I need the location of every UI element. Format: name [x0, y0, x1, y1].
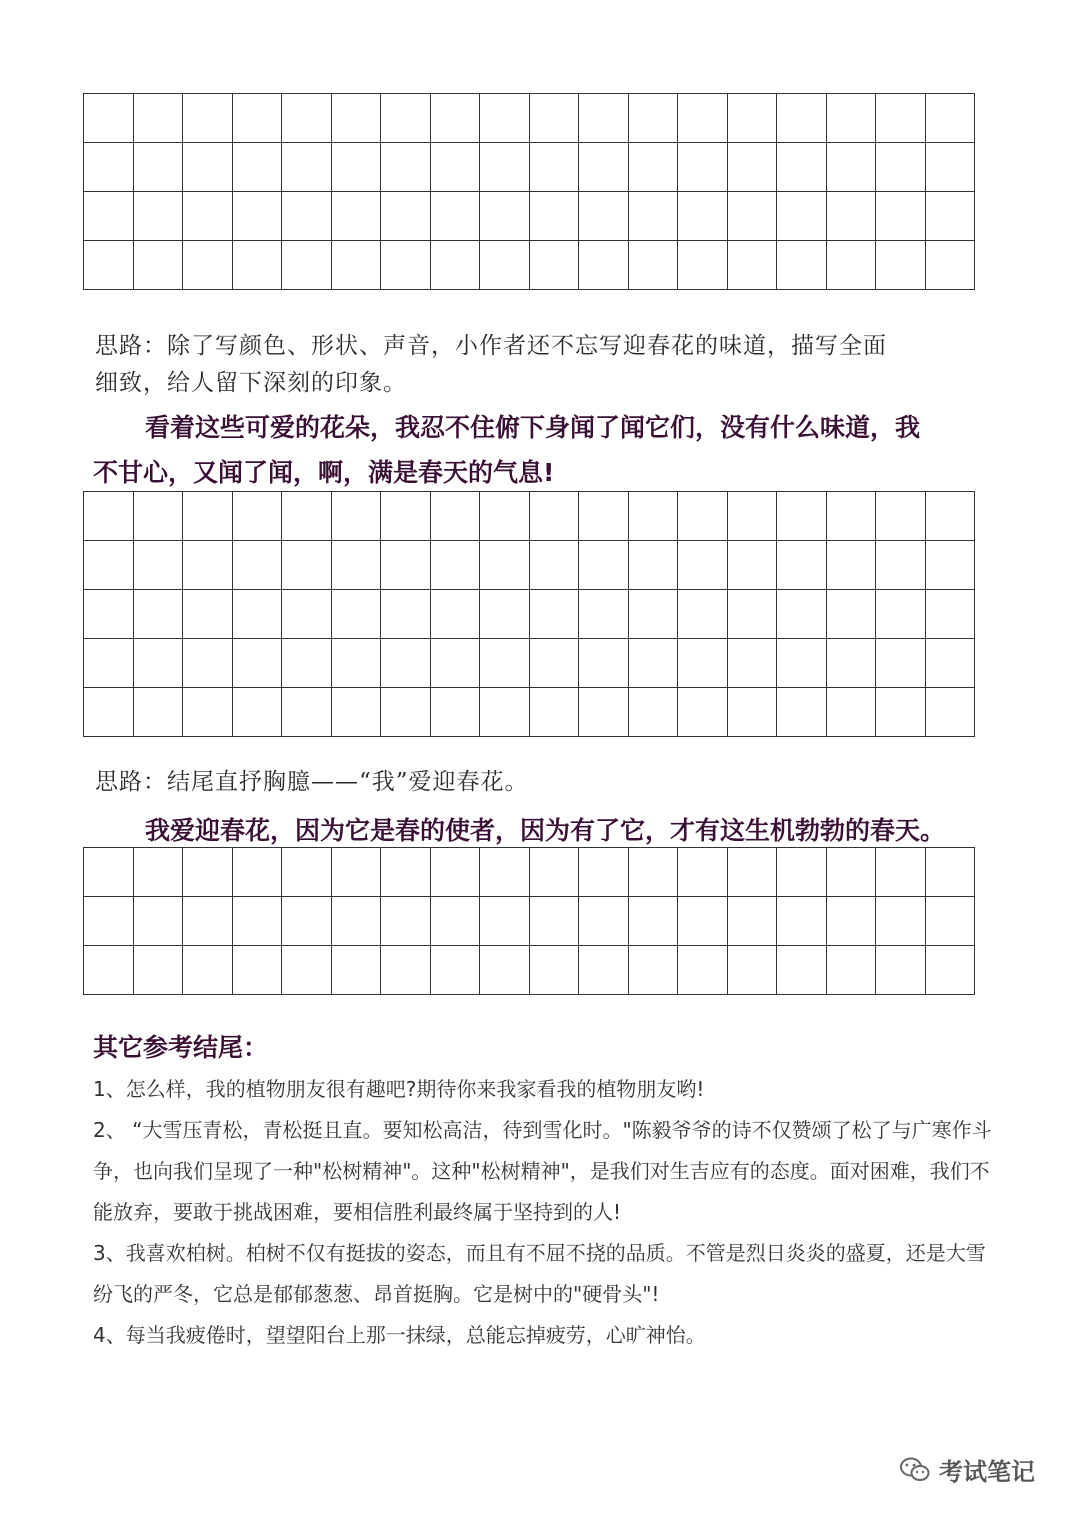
grid-cell [678, 541, 728, 590]
grid-cell [332, 897, 382, 946]
grid-cell [629, 590, 679, 639]
grid-cell [183, 541, 233, 590]
reference-item: 2、 “大雪压青松，青松挺且直。要知松高洁，待到雪化时。"陈毅爷爷的诗不仅赞颂了松了与广寒作斗争，也向我们呈现了一种"松树精神"。这种"松树精神"，是我们对生吉应有的态度。面对困难，我们不能放弃，要敢于挑战困难，要相信胜利最终属于坚持到的人! [93, 1118, 992, 1224]
watermark [899, 1452, 1035, 1487]
grid-cell [134, 541, 184, 590]
model-line: 我爱迎春花，因为它是春的使者，因为有了它，才有这生机勃勃的春天。 [145, 816, 946, 845]
grid-cell [84, 639, 134, 688]
grid-cell [282, 192, 332, 241]
grid-cell [629, 492, 679, 541]
grid-cell [332, 688, 382, 737]
grid-cell [332, 492, 382, 541]
grid-cell [134, 143, 184, 192]
grid-cell [233, 639, 283, 688]
grid-cell [431, 897, 481, 946]
grid-cell [926, 639, 976, 688]
grid-cell [827, 688, 877, 737]
grid-cell [530, 192, 580, 241]
grid-cell [777, 590, 827, 639]
grid-cell [678, 897, 728, 946]
grid-cell [579, 590, 629, 639]
grid-cell [530, 590, 580, 639]
grid-cell [480, 688, 530, 737]
grid-cell [827, 639, 877, 688]
grid-cell [332, 639, 382, 688]
reference-list [93, 1069, 998, 1356]
grid-cell [876, 192, 926, 241]
grid-cell [431, 143, 481, 192]
grid-cell [381, 192, 431, 241]
hint-line: 思路：除了写颜色、形状、声音，小作者还不忘写迎春花的味道，描写全面 [95, 333, 887, 359]
grid-cell [629, 143, 679, 192]
grid-cell [134, 590, 184, 639]
hint-line: 思路：结尾直抒胸臆——“我”爱迎春花。 [95, 769, 529, 795]
grid-cell [728, 590, 778, 639]
hint-line: 细致，给人留下深刻的印象。 [95, 370, 407, 396]
grid-cell [183, 241, 233, 290]
grid-cell [282, 897, 332, 946]
grid-cell [728, 897, 778, 946]
grid-cell [183, 590, 233, 639]
grid-cell [876, 946, 926, 995]
grid-cell [381, 688, 431, 737]
grid-cell [728, 946, 778, 995]
reference-title: 其它参考结尾： [93, 1033, 269, 1062]
grid-cell [282, 143, 332, 192]
grid-cell [530, 492, 580, 541]
grid-cell [827, 492, 877, 541]
grid-cell [728, 241, 778, 290]
grid-cell [381, 492, 431, 541]
grid-cell [678, 94, 728, 143]
grid-cell [926, 897, 976, 946]
grid-cell [332, 143, 382, 192]
grid-cell [530, 541, 580, 590]
grid-cell [84, 492, 134, 541]
grid-cell [678, 590, 728, 639]
grid-cell [134, 94, 184, 143]
hint-paragraph-1 [95, 328, 995, 402]
grid-cell [233, 492, 283, 541]
grid-cell [233, 946, 283, 995]
grid-cell [233, 241, 283, 290]
grid-cell [728, 688, 778, 737]
grid-cell [777, 541, 827, 590]
model-line: 看着这些可爱的花朵，我忍不住俯下身闻了闻它们，没有什么味道，我 [145, 413, 921, 442]
grid-cell [233, 94, 283, 143]
grid-cell [827, 192, 877, 241]
grid-cell [183, 143, 233, 192]
model-paragraph-1 [93, 405, 993, 495]
grid-cell [876, 848, 926, 897]
grid-cell [678, 143, 728, 192]
grid-cell [480, 541, 530, 590]
grid-cell [876, 688, 926, 737]
grid-cell [381, 590, 431, 639]
grid-cell [629, 541, 679, 590]
grid-cell [926, 143, 976, 192]
grid-cell [282, 848, 332, 897]
watermark-text: 考试笔记 [939, 1458, 1035, 1486]
grid-cell [827, 590, 877, 639]
grid-cell [827, 94, 877, 143]
grid-cell [282, 541, 332, 590]
grid-cell [134, 639, 184, 688]
grid-cell [777, 946, 827, 995]
grid-cell [777, 639, 827, 688]
grid-cell [183, 688, 233, 737]
grid-cell [480, 143, 530, 192]
grid-cell [678, 192, 728, 241]
grid-cell [926, 492, 976, 541]
grid-cell [777, 492, 827, 541]
grid-cell [777, 241, 827, 290]
grid-cell [134, 241, 184, 290]
grid-cell [134, 492, 184, 541]
grid-cell [530, 241, 580, 290]
grid-cell [579, 848, 629, 897]
grid-cell [233, 541, 283, 590]
grid-cell [84, 143, 134, 192]
grid-cell [678, 848, 728, 897]
grid-cell [480, 94, 530, 143]
grid-cell [431, 946, 481, 995]
grid-cell [183, 492, 233, 541]
grid-cell [728, 639, 778, 688]
grid-cell [431, 492, 481, 541]
grid-cell [233, 688, 283, 737]
grid-cell [84, 848, 134, 897]
wechat-icon [899, 1456, 931, 1484]
grid-cell [629, 688, 679, 737]
grid-cell [431, 848, 481, 897]
grid-cell [480, 897, 530, 946]
grid-cell [827, 143, 877, 192]
grid-cell [629, 192, 679, 241]
grid-cell [134, 848, 184, 897]
grid-cell [728, 94, 778, 143]
grid-cell [777, 688, 827, 737]
grid-cell [876, 590, 926, 639]
grid-cell [183, 94, 233, 143]
grid-cell [332, 590, 382, 639]
grid-cell [431, 241, 481, 290]
grid-cell [579, 143, 629, 192]
grid-cell [381, 946, 431, 995]
grid-cell [134, 192, 184, 241]
grid-cell [381, 143, 431, 192]
grid-cell [926, 590, 976, 639]
grid-cell [233, 590, 283, 639]
grid-cell [777, 143, 827, 192]
grid-cell [827, 241, 877, 290]
grid-cell [876, 143, 926, 192]
grid-cell [777, 94, 827, 143]
grid-cell [332, 541, 382, 590]
grid-cell [629, 897, 679, 946]
grid-cell [629, 241, 679, 290]
grid-cell [926, 848, 976, 897]
grid-cell [134, 688, 184, 737]
grid-cell [84, 541, 134, 590]
grid-cell [579, 241, 629, 290]
grid-cell [728, 492, 778, 541]
grid-cell [579, 541, 629, 590]
grid-cell [777, 897, 827, 946]
grid-cell [381, 241, 431, 290]
grid-cell [579, 492, 629, 541]
grid-cell [678, 639, 728, 688]
grid-cell [480, 639, 530, 688]
grid-cell [530, 143, 580, 192]
grid-cell [876, 897, 926, 946]
grid-cell [480, 492, 530, 541]
grid-cell [728, 848, 778, 897]
writing-grid-1 [83, 93, 975, 290]
grid-cell [926, 241, 976, 290]
grid-cell [629, 639, 679, 688]
grid-cell [777, 192, 827, 241]
grid-cell [579, 192, 629, 241]
grid-cell [579, 897, 629, 946]
grid-cell [579, 688, 629, 737]
grid-cell [530, 94, 580, 143]
grid-cell [926, 946, 976, 995]
grid-cell [332, 946, 382, 995]
grid-cell [579, 946, 629, 995]
grid-cell [678, 946, 728, 995]
grid-cell [876, 639, 926, 688]
grid-cell [84, 897, 134, 946]
grid-cell [381, 94, 431, 143]
grid-cell [84, 590, 134, 639]
grid-cell [84, 241, 134, 290]
grid-cell [926, 192, 976, 241]
grid-cell [183, 946, 233, 995]
grid-cell [134, 946, 184, 995]
grid-cell [233, 143, 283, 192]
grid-cell [678, 241, 728, 290]
grid-cell [480, 192, 530, 241]
grid-cell [282, 688, 332, 737]
grid-cell [183, 192, 233, 241]
grid-cell [480, 241, 530, 290]
grid-cell [827, 848, 877, 897]
grid-cell [480, 848, 530, 897]
grid-cell [332, 94, 382, 143]
grid-cell [282, 946, 332, 995]
grid-cell [530, 639, 580, 688]
reference-item: 1、怎么样，我的植物朋友很有趣吧?期待你来我家看我的植物朋友哟! [93, 1077, 705, 1101]
grid-cell [381, 541, 431, 590]
grid-cell [827, 541, 877, 590]
grid-cell [332, 192, 382, 241]
grid-cell [381, 639, 431, 688]
grid-cell [332, 241, 382, 290]
grid-cell [629, 946, 679, 995]
grid-cell [876, 241, 926, 290]
grid-cell [431, 192, 481, 241]
grid-cell [678, 688, 728, 737]
grid-cell [282, 590, 332, 639]
grid-cell [480, 590, 530, 639]
grid-cell [332, 848, 382, 897]
grid-cell [530, 946, 580, 995]
grid-cell [183, 848, 233, 897]
writing-grid-2 [83, 491, 975, 737]
grid-cell [134, 897, 184, 946]
grid-cell [233, 192, 283, 241]
grid-cell [431, 94, 481, 143]
grid-cell [530, 848, 580, 897]
grid-cell [183, 897, 233, 946]
grid-cell [629, 94, 679, 143]
grid-cell [926, 541, 976, 590]
grid-cell [926, 94, 976, 143]
grid-cell [233, 848, 283, 897]
grid-cell [926, 688, 976, 737]
grid-cell [431, 639, 481, 688]
grid-cell [431, 590, 481, 639]
grid-cell [480, 946, 530, 995]
grid-cell [678, 492, 728, 541]
grid-cell [282, 94, 332, 143]
grid-cell [876, 492, 926, 541]
grid-cell [84, 946, 134, 995]
writing-grid-3 [83, 847, 975, 995]
grid-cell [530, 688, 580, 737]
grid-cell [282, 241, 332, 290]
grid-cell [728, 541, 778, 590]
grid-cell [530, 897, 580, 946]
grid-cell [431, 688, 481, 737]
grid-cell [84, 688, 134, 737]
grid-cell [827, 897, 877, 946]
grid-cell [84, 192, 134, 241]
model-line: 不甘心，又闻了闻，啊，满是春天的气息! [93, 458, 555, 487]
grid-cell [629, 848, 679, 897]
grid-cell [777, 848, 827, 897]
grid-cell [827, 946, 877, 995]
grid-cell [84, 94, 134, 143]
grid-cell [431, 541, 481, 590]
grid-cell [876, 94, 926, 143]
reference-item: 3、我喜欢柏树。柏树不仅有挺拔的姿态，而且有不屈不挠的品质。不管是烈日炎炎的盛夏，还是大雪纷飞的严冬，它总是郁郁葱葱、昂首挺胸。它是树中的"硬骨头"! [93, 1241, 986, 1306]
grid-cell [876, 541, 926, 590]
grid-cell [233, 897, 283, 946]
grid-cell [282, 492, 332, 541]
grid-cell [183, 639, 233, 688]
grid-cell [728, 143, 778, 192]
grid-cell [381, 848, 431, 897]
grid-cell [728, 192, 778, 241]
reference-item: 4、每当我疲倦时，望望阳台上那一抹绿，总能忘掉疲劳，心旷神怡。 [93, 1323, 706, 1347]
hint-paragraph-2 [95, 764, 995, 801]
grid-cell [381, 897, 431, 946]
grid-cell [579, 94, 629, 143]
grid-cell [579, 639, 629, 688]
grid-cell [282, 639, 332, 688]
